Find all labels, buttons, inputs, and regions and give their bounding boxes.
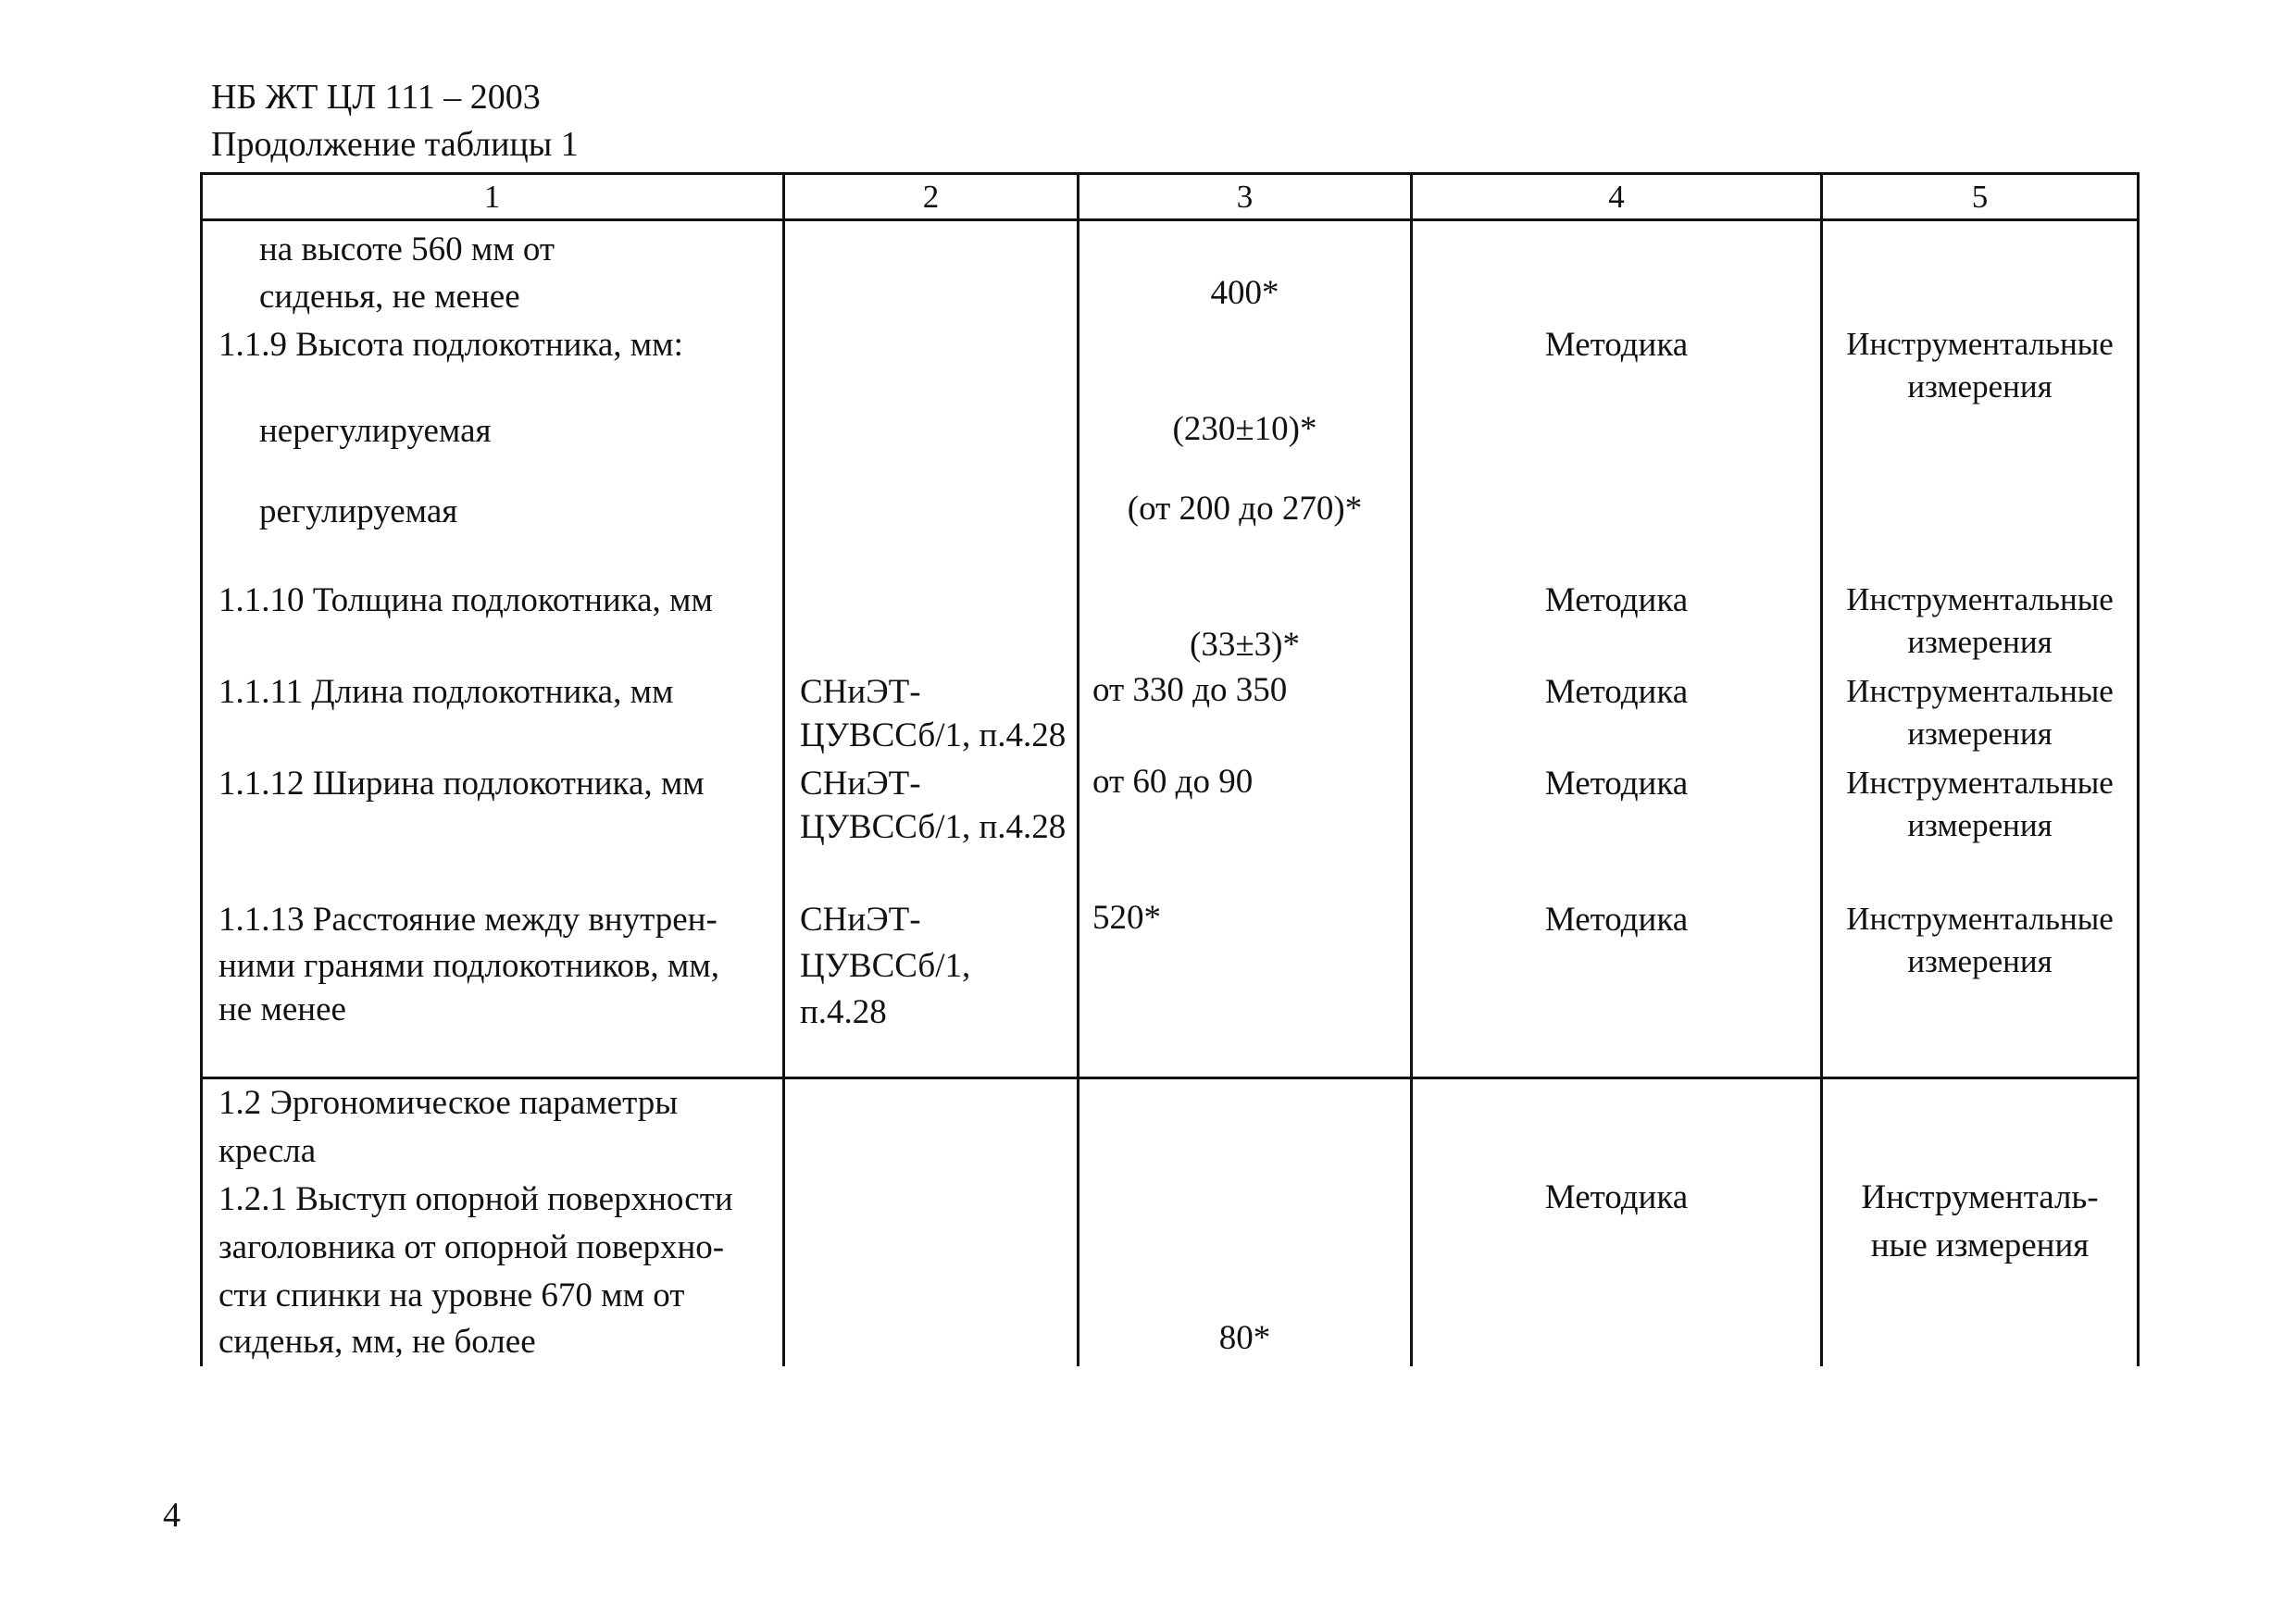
column-header: 2: [922, 179, 940, 215]
method-cell: Методика: [1544, 901, 1689, 939]
param-text: сти спинки на уровне 670 мм от: [218, 1277, 685, 1314]
param-text: сиденья, не менее: [259, 278, 520, 316]
param-text: 1.2 Эргономическое параметры: [218, 1084, 679, 1122]
control-cell: Инструментальные: [1846, 581, 2114, 617]
norm-cell: ЦУВССб/1,: [800, 947, 971, 985]
method-cell: Методика: [1544, 326, 1689, 364]
control-cell: Инструментальные: [1846, 901, 2114, 937]
value-cell: 520*: [1092, 899, 1161, 937]
param-text: не менее: [218, 990, 346, 1028]
param-text: 1.1.9 Высота подлокотника, мм:: [218, 326, 683, 364]
norm-cell: п.4.28: [800, 993, 887, 1031]
column-divider-2: [1077, 172, 1079, 1366]
param-text: 1.1.10 Толщина подлокотника, мм: [218, 581, 713, 619]
table-right-border: [2137, 172, 2140, 1366]
column-divider-1: [782, 172, 785, 1366]
value-cell: от 330 до 350: [1092, 671, 1288, 709]
method-cell: Методика: [1544, 581, 1689, 619]
method-cell: Методика: [1544, 673, 1689, 711]
param-text: заголовника от опорной поверхно-: [218, 1228, 725, 1266]
table-top-border: [200, 172, 2140, 175]
control-cell: Инструменталь-: [1861, 1178, 2099, 1216]
control-cell: измерения: [1907, 624, 2053, 660]
param-text: сиденья, мм, не более: [218, 1323, 536, 1361]
param-text: 1.1.12 Ширина подлокотника, мм: [218, 765, 705, 803]
control-cell: Инструментальные: [1846, 673, 2114, 709]
param-text: на высоте 560 мм от: [259, 230, 555, 268]
param-text: регулируемая: [259, 492, 458, 530]
param-text: ними гранями подлокотников, мм,: [218, 947, 719, 985]
header-bottom-border: [200, 218, 2140, 221]
column-header: 1: [483, 179, 501, 215]
value-cell: от 60 до 90: [1092, 763, 1254, 801]
param-text: 1.2.1 Выступ опорной поверхности: [218, 1180, 733, 1218]
value-cell: (33±3)*: [1190, 626, 1300, 664]
control-cell: измерения: [1907, 807, 2053, 843]
value-cell: (230±10)*: [1172, 410, 1317, 448]
norm-cell: СНиЭТ-: [800, 901, 921, 939]
control-cell: измерения: [1907, 943, 2053, 979]
method-cell: Методика: [1544, 765, 1689, 803]
control-cell: ные измерения: [1870, 1227, 2090, 1264]
norm-cell: ЦУВССб/1, п.4.28: [800, 808, 1067, 846]
norm-cell: СНиЭТ-: [800, 765, 921, 803]
param-text: 1.1.11 Длина подлокотника, мм: [218, 673, 674, 711]
method-cell: Методика: [1544, 1178, 1689, 1216]
value-cell: 400*: [1210, 274, 1279, 312]
param-text: 1.1.13 Расстояние между внутрен-: [218, 901, 718, 939]
control-cell: измерения: [1907, 716, 2053, 752]
column-header: 5: [1971, 179, 1989, 215]
value-cell: 80*: [1218, 1319, 1271, 1357]
control-cell: Инструментальные: [1846, 765, 2114, 801]
value-cell: (от 200 до 270)*: [1127, 490, 1363, 528]
document-code: НБ ЖТ ЦЛ 111 – 2003: [211, 78, 541, 117]
column-header: 3: [1236, 179, 1254, 215]
norm-cell: ЦУВССб/1, п.4.28: [800, 716, 1067, 754]
table-left-border: [200, 172, 203, 1366]
control-cell: Инструментальные: [1846, 326, 2114, 362]
control-cell: измерения: [1907, 368, 2053, 405]
page-number: 4: [163, 1496, 181, 1535]
param-text: нерегулируемая: [259, 412, 492, 450]
norm-cell: СНиЭТ-: [800, 673, 921, 711]
table-continuation-caption: Продолжение таблицы 1: [211, 125, 579, 164]
param-text: кресла: [218, 1132, 317, 1170]
column-header: 4: [1608, 179, 1625, 215]
